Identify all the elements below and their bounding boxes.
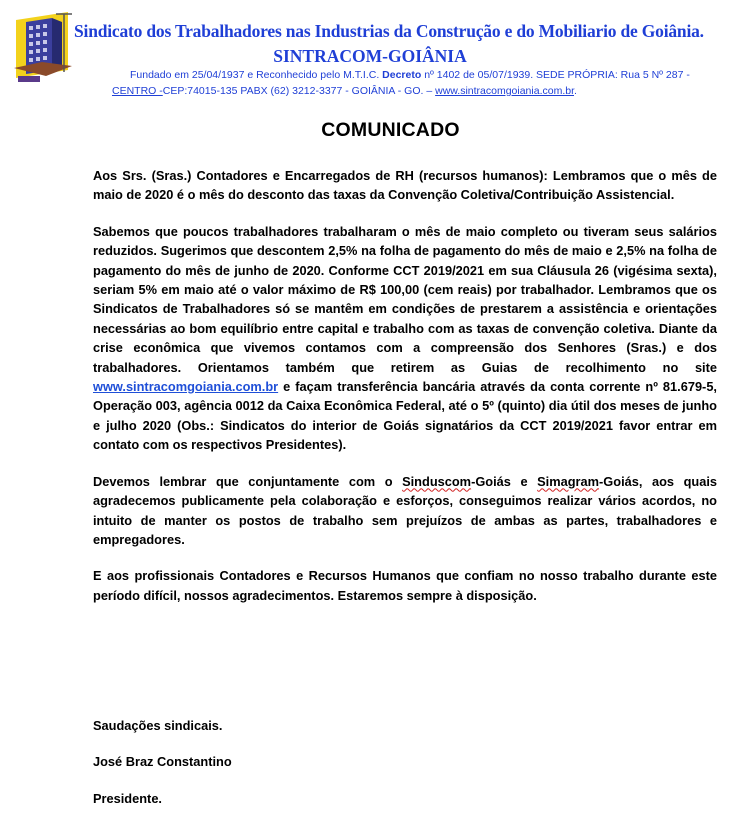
union-short-name: SINTRACOM-GOIÂNIA — [273, 46, 467, 66]
paragraph-3 — [93, 472, 717, 550]
sinduscom-word: Sinduscom — [402, 473, 472, 489]
paragraph-1: Aos Srs. (Sras.) Contadores e Encarregados de RH (recursos humanos): Lembramos que o mês de maio de 2020 é o mês do desconto das taxas da Convenção Coletiva/Contribuição Assistencial. — [93, 168, 717, 203]
greeting: Saudações sindicais. — [93, 718, 223, 733]
decree-label: Decreto — [382, 69, 422, 81]
website-period: . — [574, 85, 577, 97]
cep-phone-text: CEP:74015-135 PABX (62) 3212-3377 - GOIÂNIA - GO. – — [162, 85, 436, 97]
letter-body — [93, 166, 717, 622]
paragraph-4: E aos profissionais Contadores e Recursos Humanos que confiam no nosso trabalho durante este período difícil, nossos agradecimentos. Estaremos sempre à disposição. — [93, 568, 717, 603]
centro-text: CENTRO - — [112, 85, 163, 97]
paragraph-2-text-a: Sabemos que poucos trabalhadores trabalharam o mês de maio completo ou tiveram seus salários reduzidos. Sugerimos que descontem 2,5% na folha de pagamento do mês de maio e 2,5% na folha de pagamento do mês de junho de 2020. Conforme CCT 2019/2021 em sua Cláusula 26 (vigésima sexta), seriam 5% em maio até o valor máximo de R$ 100,00 (cem reais) por trabalhador. Lembramos que os Sindicatos de Trabalhadores só se mantêm em condições de prestarem a assistência e orientações necessárias ao bom equilíbrio entre capital e trabalho com as taxas de convenção coletiva. Diante da crise econômica que vivemos contamos com a compreensão dos Senhores (Sras.) e dos trabalhadores. Orientamos também que retirem as Guias de recolhimento no site — [93, 223, 717, 375]
founding-info — [130, 69, 690, 81]
body-website-link[interactable]: www.sintracomgoiania.com.br — [93, 379, 279, 395]
signatory-role: Presidente. — [93, 791, 162, 806]
signatory-name: José Braz Constantino — [93, 754, 232, 769]
simagram-word: Simagram — [537, 473, 600, 489]
union-name: Sindicato dos Trabalhadores nas Industrias da Construção e do Mobiliario de Goiânia. — [74, 21, 704, 41]
founding-text: Fundado em 25/04/1937 e Reconhecido pelo M.T.I.C. — [130, 69, 383, 81]
paragraph-2 — [93, 222, 717, 455]
paragraph-3-text-c: -Goiás, aos quais agradecemos publicamente pela colaboração e esforços, conseguimos realizar vários acordos, no intuito de manter os postos de trabalho sem prejuízos de ambas as partes, trabalhadores e empregadores. — [93, 473, 717, 547]
decree-text: nº 1402 de 05/07/1939. SEDE PRÓPRIA: Rua 5 Nº 287 - — [421, 69, 690, 81]
header-website-link[interactable]: www.sintracomgoiania.com.br — [435, 85, 574, 97]
paragraph-3-text-b: -Goiás e — [471, 473, 538, 489]
paragraph-2-text-b: e façam transferência bancária através da conta corrente nº 81.679-5, Operação 003, agência 0012 da Caixa Econômica Federal, até o 5º (quinto) dia útil dos meses de junho e julho 2020 (Obs.: Sindicatos do interior de Goiás signatários da CCT 2019/2021 favor entrar em contato com os respectivos Presidentes). — [93, 379, 717, 453]
paragraph-3-text-a: Devemos lembrar que conjuntamente com o — [93, 473, 403, 489]
document-title: COMUNICADO — [321, 119, 460, 141]
address-info — [112, 85, 577, 97]
